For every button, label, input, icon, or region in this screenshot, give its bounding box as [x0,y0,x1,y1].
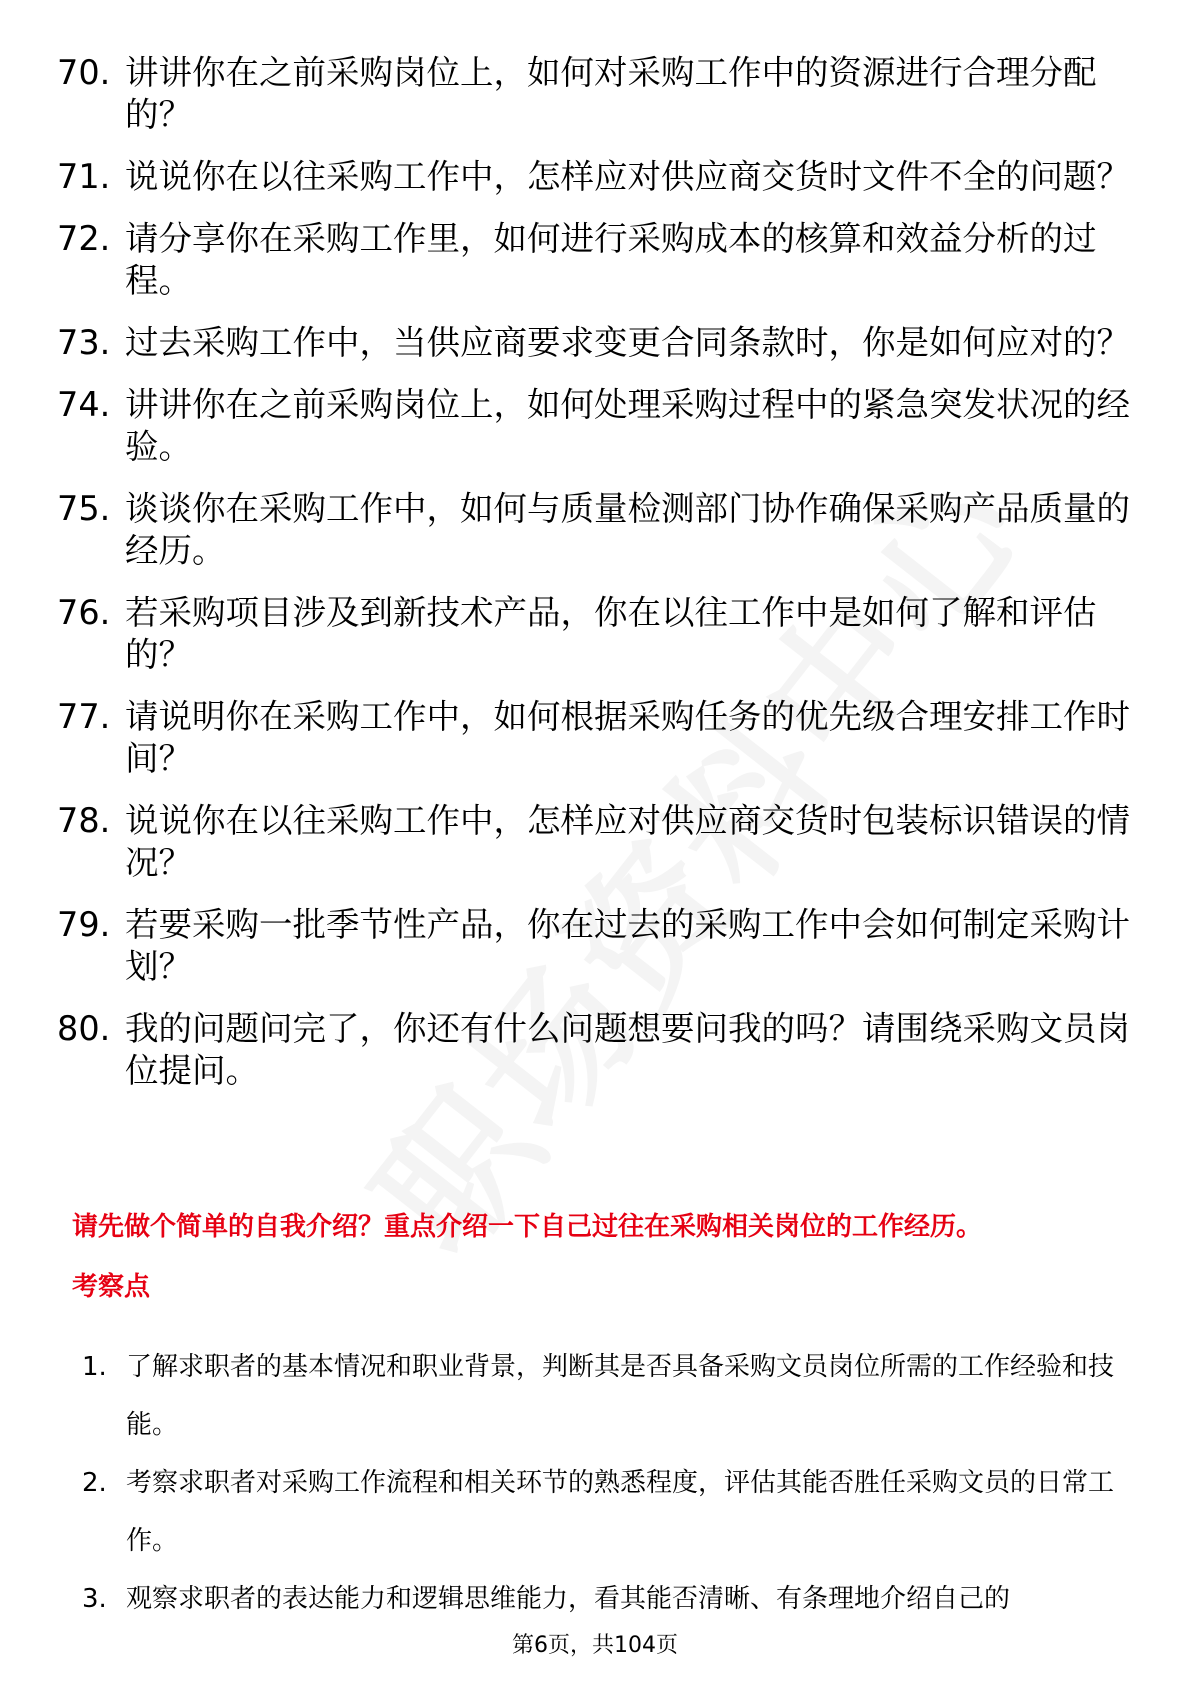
item-text: 讲讲你在之前采购岗位上，如何处理采购过程中的紧急突发状况的经验。 [125,385,1130,466]
page-footer: 第6页，共104页 [512,1633,678,1658]
question-list [57,52,1137,1112]
list-item [57,904,1137,988]
list-item [57,52,1137,136]
list-item [57,218,1137,302]
list-item [57,156,1137,198]
item-text: 谈谈你在采购工作中，如何与质量检测部门协作确保采购产品质量的经历。 [125,489,1130,570]
list-item [57,322,1137,364]
item-number: 74. [57,385,111,424]
list-item [57,488,1137,572]
list-item [82,1570,1127,1628]
item-text: 考察求职者对采购工作流程和相关环节的熟悉程度，评估其能否胜任采购文员的日常工作。 [126,1468,1115,1556]
list-item [57,592,1137,676]
item-number: 76. [57,593,111,632]
item-number: 79. [57,905,111,944]
list-item [57,800,1137,884]
list-item [82,1338,1127,1454]
item-text: 了解求职者的基本情况和职业背景，判断其是否具备采购文员岗位所需的工作经验和技能。 [126,1352,1115,1440]
item-number: 72. [57,219,111,258]
item-number: 73. [57,323,111,362]
item-number: 80. [57,1009,111,1048]
item-number: 2. [82,1468,107,1498]
item-number: 78. [57,801,111,840]
item-number: 77. [57,697,111,736]
list-item [57,1008,1137,1092]
item-text: 请分享你在采购工作里，如何进行采购成本的核算和效益分析的过程。 [125,219,1097,300]
item-text: 若采购项目涉及到新技术产品，你在以往工作中是如何了解和评估的？ [125,593,1097,674]
item-text: 讲讲你在之前采购岗位上，如何对采购工作中的资源进行合理分配的？ [125,53,1097,134]
item-number: 1. [82,1352,107,1382]
item-text: 观察求职者的表达能力和逻辑思维能力，看其能否清晰、有条理地介绍自己的 [126,1584,1011,1614]
section-label: 考察点 [72,1272,151,1302]
list-item [57,384,1137,468]
item-number: 71. [57,157,111,196]
list-item [57,696,1137,780]
item-text: 我的问题问完了，你还有什么问题想要问我的吗？请围绕采购文员岗位提问。 [125,1009,1130,1090]
section-heading: 请先做个简单的自我介绍？重点介绍一下自己过往在采购相关岗位的工作经历。 [72,1212,983,1242]
item-number: 75. [57,489,111,528]
list-item [82,1454,1127,1570]
item-number: 70. [57,53,111,92]
item-text: 请说明你在采购工作中，如何根据采购任务的优先级合理安排工作时间？ [125,697,1130,778]
item-number: 3. [82,1584,107,1614]
item-text: 说说你在以往采购工作中，怎样应对供应商交货时文件不全的问题？ [125,157,1130,196]
item-text: 说说你在以往采购工作中，怎样应对供应商交货时包装标识错误的情况？ [125,801,1130,882]
item-text: 若要采购一批季节性产品，你在过去的采购工作中会如何制定采购计划？ [125,905,1130,986]
assessment-point-list [82,1338,1127,1628]
item-text: 过去采购工作中，当供应商要求变更合同条款时，你是如何应对的？ [125,323,1130,362]
